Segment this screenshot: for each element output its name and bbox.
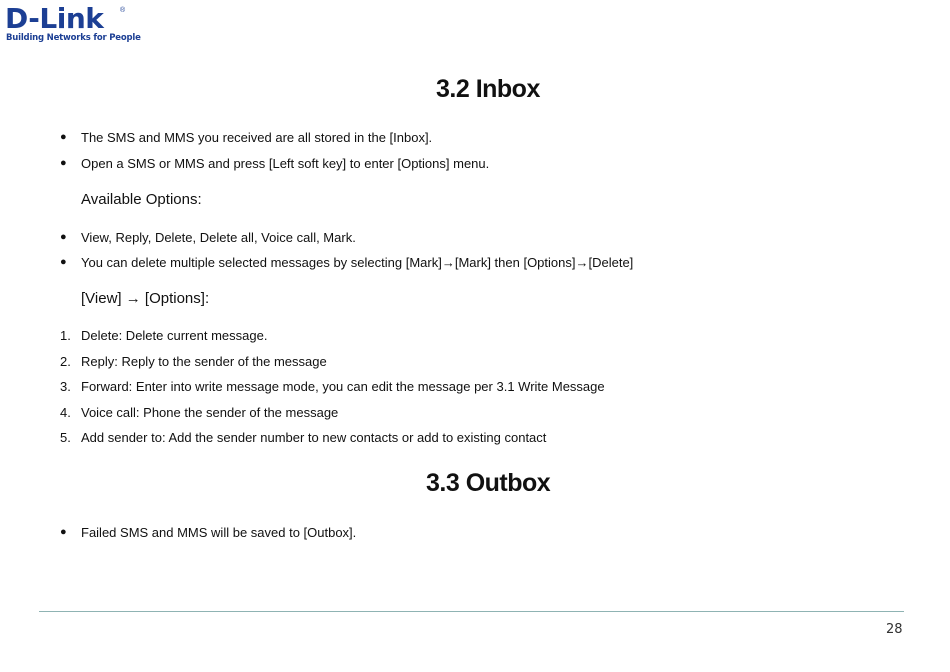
numbered-item-delete: Delete: Delete current message. — [81, 328, 268, 343]
numbered-item-number: 3. — [60, 379, 71, 394]
inbox-bullet-2: Open a SMS or MMS and press [Left soft key] to enter [Options] menu. — [81, 156, 490, 171]
numbered-item-number: 2. — [60, 354, 71, 369]
numbered-item-number: 5. — [60, 430, 71, 445]
available-options-label: Available Options: — [81, 191, 202, 208]
inbox-bullet-1: The SMS and MMS you received are all stored in the [Inbox]. — [81, 130, 433, 145]
bullet-dot: ● — [60, 256, 67, 268]
numbered-item-add-sender: Add sender to: Add the sender number to new contacts or add to existing contact — [81, 430, 547, 445]
logo-wordmark: D-Link — [5, 2, 104, 35]
numbered-item-number: 1. — [60, 328, 71, 343]
dlink-logo — [5, 2, 141, 46]
numbered-item-number: 4. — [60, 405, 71, 420]
view-options-label: [View] → [Options]: — [81, 290, 210, 307]
section-title-inbox: 3.2 Inbox — [436, 75, 540, 103]
page-number: 28 — [886, 622, 903, 637]
bullet-dot: ● — [60, 231, 67, 243]
logo-tagline: Building Networks for People — [6, 33, 141, 43]
bullet-dot: ● — [60, 131, 67, 143]
option-bullet-2: You can delete multiple selected messages by selecting [Mark]→[Mark] then [Options]→[Delete] — [81, 255, 634, 270]
numbered-item-forward: Forward: Enter into write message mode, you can edit the message per 3.1 Write Message — [81, 379, 605, 394]
section-title-outbox: 3.3 Outbox — [426, 469, 551, 497]
bullet-dot: ● — [60, 526, 67, 538]
outbox-bullet-1: Failed SMS and MMS will be saved to [Outbox]. — [81, 525, 357, 540]
logo-registered-mark: ® — [120, 7, 126, 14]
bullet-dot: ● — [60, 157, 67, 169]
numbered-item-reply: Reply: Reply to the sender of the message — [81, 354, 327, 369]
option-bullet-1: View, Reply, Delete, Delete all, Voice call, Mark. — [81, 230, 356, 245]
footer-divider — [39, 611, 904, 612]
numbered-item-voice-call: Voice call: Phone the sender of the message — [81, 405, 339, 420]
